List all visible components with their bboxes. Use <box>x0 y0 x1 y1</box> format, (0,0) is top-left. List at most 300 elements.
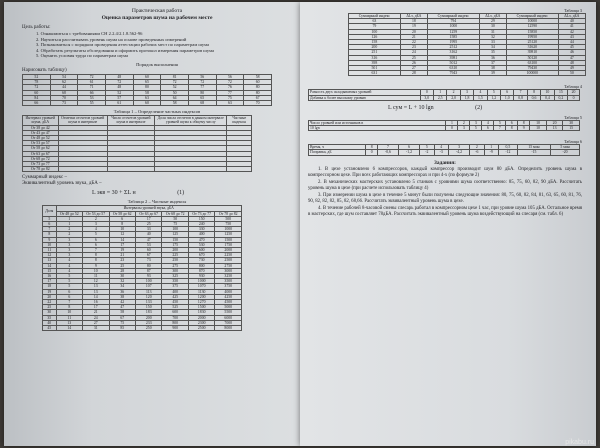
table-cell: 330 <box>188 227 214 232</box>
table2 <box>42 205 242 331</box>
table-cell: 70 <box>50 95 78 100</box>
table-cell: 8 <box>506 126 518 131</box>
table-cell: -2 <box>420 150 434 155</box>
table-cell: 47 <box>109 305 135 310</box>
table-cell: 55 <box>78 100 106 105</box>
table-cell: 50 <box>558 71 585 76</box>
table-cell: 84 <box>23 95 51 100</box>
row-label: Время, ч <box>309 145 366 150</box>
table-cell: 3750 <box>215 284 242 289</box>
table-cell: 5 <box>56 279 82 284</box>
table-cell: 2500 <box>188 326 214 331</box>
table-cell: 48 <box>105 85 133 90</box>
table-cell: 930 <box>188 274 214 279</box>
table-cell: 6000 <box>215 315 242 320</box>
table-cell: 61 <box>78 80 106 85</box>
table-cell: 2,5 <box>433 95 446 100</box>
table-cell: 40 <box>136 232 162 237</box>
table-cell: 2300 <box>188 320 214 325</box>
column-header: От 78 до 82 <box>215 211 242 216</box>
table-cell: 8 <box>366 145 377 150</box>
table-cell: 8 <box>83 258 109 263</box>
table-cell <box>58 167 107 172</box>
table-cell: 750 <box>215 222 242 227</box>
table-cell: 58 <box>133 90 161 95</box>
table-cell: 0 <box>366 150 377 155</box>
table-cell <box>107 167 154 172</box>
column-header: От 58 до 62 <box>109 211 135 216</box>
table4 <box>308 89 580 100</box>
table6-caption: Таблица 6 <box>564 139 582 145</box>
table-cell: 14 <box>56 326 82 331</box>
table-cell: От 48 до 52 <box>23 136 59 141</box>
table-cell: 73 <box>50 100 78 105</box>
table-cell: 100 <box>136 279 162 284</box>
table-cell: 67 <box>109 315 135 320</box>
table-cell: 63 <box>349 19 401 24</box>
table-cell: 3981 <box>427 55 479 60</box>
table-cell: 42 <box>558 29 585 34</box>
table-cell: 1070 <box>188 284 214 289</box>
table-cell: 25120 <box>506 40 558 45</box>
table-cell: 36 <box>109 289 135 294</box>
table-cell: 870 <box>188 268 214 273</box>
table-row <box>349 71 586 76</box>
table-cell: 3 <box>83 222 109 227</box>
table-cell: 35 <box>43 315 57 320</box>
goal-item: 5. Оценить условия труда по параметрам шума <box>36 53 129 59</box>
task-item: 1. В цехе установлено 6 компрессоров, каждый компрессор производит шум 80 дБА. Определить уровень шума в компрессорном цехе. При всех работающих компрессорах и при 4-х (по формуле 2) <box>308 166 582 178</box>
table-cell: 15 <box>563 126 580 131</box>
table-cell: 45 <box>43 326 57 331</box>
table-cell: 1830 <box>188 310 214 315</box>
table-cell: 400 <box>188 232 214 237</box>
table-cell: 68 <box>50 90 78 95</box>
column-header: Число отсчетов уровней шума в интервале <box>107 116 154 125</box>
table-cell: 300 <box>162 268 188 273</box>
column-header: Доля числа отсчетов в данном интервале уровней шума к общему числу <box>155 116 227 125</box>
table-cell: 11 <box>56 315 82 320</box>
table-cell: 20 <box>546 120 563 125</box>
table-cell: 13 <box>83 289 109 294</box>
table-cell: 50 <box>162 216 188 221</box>
equiv-label: Эквивалентный уровень звука, дБА – <box>22 181 102 187</box>
table-cell: 79430 <box>506 66 558 71</box>
table-cell: 233 <box>136 320 162 325</box>
table-cell: 18 <box>43 284 57 289</box>
table-cell: 0,8 <box>514 95 527 100</box>
sum-label: Суммарный индекс – <box>22 175 68 181</box>
table-cell: 6 <box>56 289 82 294</box>
table-cell: 34 <box>109 284 135 289</box>
table-cell: 2500 <box>215 258 242 263</box>
table-cell: 107 <box>136 284 162 289</box>
table-cell: 42 <box>109 300 135 305</box>
table-cell: 54 <box>50 74 78 79</box>
table-cell: От 58 до 62 <box>23 146 59 151</box>
table-cell: 67 <box>136 253 162 258</box>
right-page <box>300 2 596 446</box>
table-cell: 1995 <box>427 40 479 45</box>
table-cell: 2 <box>470 145 484 150</box>
table-cell: 25 <box>43 305 57 310</box>
table-cell: 900 <box>162 326 188 331</box>
table-row <box>23 100 272 105</box>
table-cell: 15 <box>554 90 567 95</box>
table-cell: 28 <box>400 71 427 76</box>
table-cell: 800 <box>188 263 214 268</box>
table3 <box>348 13 586 76</box>
table-cell: 183 <box>136 310 162 315</box>
table-cell: 70 <box>244 100 272 105</box>
table-cell: 15850 <box>506 29 558 34</box>
table-cell: 50120 <box>506 55 558 60</box>
column-header: ΔLэ, дБА <box>558 14 585 19</box>
column-header: Частные индексы <box>227 116 252 125</box>
table-cell: 80 <box>244 85 272 90</box>
table-cell: 19 <box>43 289 57 294</box>
table-cell: 6 <box>482 126 494 131</box>
table-cell: 1500 <box>188 305 214 310</box>
table-cell: 2750 <box>215 263 242 268</box>
column-header: Суммарный индекс <box>427 14 479 19</box>
table-cell: 80 <box>188 90 216 95</box>
table-cell: 17 <box>83 305 109 310</box>
table-cell: 87 <box>136 268 162 273</box>
table-cell: 1 <box>484 145 498 150</box>
table-cell: 78 <box>23 80 51 85</box>
table-cell: 12 <box>43 253 57 258</box>
table-cell: 43 <box>558 34 585 39</box>
formula-1: L экв = 30 + ΣL н (1) <box>92 190 185 197</box>
table-cell: 126 <box>349 34 401 39</box>
table-cell: 4 <box>482 120 494 125</box>
table-cell: 56 <box>216 74 244 79</box>
goal-item: 2. Научиться рассчитывать уровень шума на основе проведенных измерений <box>36 36 187 42</box>
measure-label: Нарисовать таблицу) <box>22 67 67 73</box>
table-cell: 0 <box>446 126 458 131</box>
table-cell: 7 <box>377 145 398 150</box>
table-cell: 16 <box>83 300 109 305</box>
table-cell: 80 <box>136 263 162 268</box>
table-cell: 4250 <box>215 294 242 299</box>
table-cell: 3 <box>458 126 470 131</box>
table-cell: 21 <box>400 34 427 39</box>
table-cell: 60 <box>133 74 161 79</box>
table-cell: 5 <box>487 90 500 95</box>
formula-2: L сум = L + 10 lgn (2) <box>388 104 483 111</box>
table-cell: 794 <box>427 19 479 24</box>
table1-caption: Таблица 1 – Определение частных индексов <box>113 109 201 115</box>
table-cell: 8 <box>56 305 82 310</box>
table-cell: 325 <box>162 274 188 279</box>
table-cell: 600 <box>162 310 188 315</box>
table-cell: 113 <box>136 289 162 294</box>
table-cell: -0,6 <box>377 150 398 155</box>
column-header: Суммарный индекс <box>349 14 401 19</box>
table-cell: 3 <box>56 253 82 258</box>
table-cell: 3000 <box>215 268 242 273</box>
table-cell: 18 <box>400 19 427 24</box>
table-cell: 35 <box>479 50 506 55</box>
table-cell: 31620 <box>506 45 558 50</box>
table5-caption: Таблица 5 <box>564 114 582 120</box>
table-cell: 12590 <box>506 24 558 29</box>
goal-item: 1. Ознакомиться с требованиями СН 2.2.4/2.1.8.562-96 <box>36 31 143 36</box>
table-cell: 14 <box>83 294 109 299</box>
table-cell: 36 <box>479 55 506 60</box>
row-label: Поправка, дБ <box>309 150 366 155</box>
table-cell: 63 <box>133 95 161 100</box>
table-cell: 4 <box>474 90 487 95</box>
table-cell: 30 <box>109 274 135 279</box>
table-cell: 72 <box>78 74 106 79</box>
table-cell: 2 <box>458 120 470 125</box>
column-header: Интервал уровней шума, дБА <box>23 116 59 125</box>
table-cell: 5 мин <box>551 145 580 150</box>
table3-caption: Таблица 3 <box>564 8 582 13</box>
table2-caption: Таблица 2 – Частные индексы <box>127 199 187 205</box>
column-header: ΔLэ, дБА <box>479 14 506 19</box>
table-cell: 30 <box>479 24 506 29</box>
table-cell: 58 <box>161 100 189 105</box>
table1 <box>22 115 252 172</box>
table-cell: 501 <box>349 66 401 71</box>
table-cell: 631 <box>349 71 401 76</box>
table-cell: 60 <box>133 100 161 105</box>
table-row <box>309 150 580 155</box>
table-cell: 5 <box>83 232 109 237</box>
table-cell: 50 <box>161 90 189 95</box>
table-cell: 2 <box>447 90 460 95</box>
table-cell: 3 <box>470 120 482 125</box>
table-cell: 0,5 <box>498 145 517 150</box>
table-cell: 1,5 <box>474 95 487 100</box>
table-cell: 10000 <box>506 19 558 24</box>
table-cell: 81 <box>161 74 189 79</box>
table-cell: 525 <box>162 305 188 310</box>
table-cell: 5 <box>470 126 482 131</box>
left-page <box>4 2 300 446</box>
table-cell: 470 <box>188 237 214 242</box>
tasks-title: Задания: <box>434 159 456 166</box>
table-cell: 53 <box>78 95 106 100</box>
table-cell: 200 <box>349 45 401 50</box>
goals-header: Цель работы: <box>22 25 51 30</box>
table-cell: 19 <box>109 248 135 253</box>
table-cell: 1,8 <box>460 95 473 100</box>
table-cell: 19 <box>400 24 427 29</box>
table-cell: 52 <box>105 90 133 95</box>
column-header: От 48 до 52 <box>56 211 82 216</box>
table-cell: От 63 до 67 <box>23 151 59 156</box>
table-cell: -6 <box>470 150 484 155</box>
table-cell: 33 <box>479 40 506 45</box>
table-cell: 1200 <box>188 294 214 299</box>
table-cell: 72 <box>161 80 189 85</box>
table-cell: -1,2 <box>399 150 420 155</box>
table-cell: 2512 <box>427 45 479 50</box>
table-cell: 37 <box>479 60 506 65</box>
table-cell: -15 <box>517 150 550 155</box>
column-header: От 53 до 57 <box>83 211 109 216</box>
table-cell: 47 <box>136 237 162 242</box>
table-cell: 100 <box>162 227 188 232</box>
table-cell: 8 <box>43 232 57 237</box>
table-cell: 0 <box>568 95 580 100</box>
table-cell: 530 <box>188 242 214 247</box>
procedure-header: Порядок выполнения <box>136 61 178 67</box>
table-cell: 7000 <box>215 320 242 325</box>
table-cell: 71 <box>78 85 106 90</box>
table-cell: 2000 <box>215 248 242 253</box>
table-cell: 9 <box>518 126 530 131</box>
table-cell: 25 <box>136 222 162 227</box>
table-cell: 240 <box>188 222 214 227</box>
table-cell: 13 <box>83 284 109 289</box>
table-cell: 250 <box>162 258 188 263</box>
table-cell: 251 <box>349 50 401 55</box>
table-cell: 125 <box>162 232 188 237</box>
table-cell: 33 <box>136 227 162 232</box>
table-cell: 1,0 <box>501 95 514 100</box>
table-cell: 68 <box>188 100 216 105</box>
table-cell: 17 <box>43 279 57 284</box>
table-cell: 13 <box>546 126 563 131</box>
table-cell: 10 <box>83 268 109 273</box>
table-cell: 93 <box>136 274 162 279</box>
table-cell: 11 <box>43 248 57 253</box>
table-cell: 120 <box>136 294 162 299</box>
table-cell: 15 <box>43 268 57 273</box>
table-row <box>23 167 252 172</box>
table-cell: 700 <box>162 315 188 320</box>
table-cell: 150 <box>188 216 214 221</box>
table-cell: 730 <box>188 258 214 263</box>
table-cell: 56 <box>188 74 216 79</box>
table-cell: -12 <box>498 150 517 155</box>
table-cell: 3 <box>56 237 82 242</box>
table-cell: 4500 <box>215 300 242 305</box>
table-cell: 22 <box>400 40 427 45</box>
table-cell: 316 <box>349 55 401 60</box>
table-cell: 8 <box>109 222 135 227</box>
table-cell: 57 <box>105 95 133 100</box>
table-cell: 58 <box>244 74 272 79</box>
table-cell: 5500 <box>215 310 242 315</box>
table-cell: 100000 <box>506 71 558 76</box>
table-cell: 24 <box>83 315 109 320</box>
table-cell: 20 <box>400 29 427 34</box>
table-cell: 9 <box>83 263 109 268</box>
table-cell: 30 <box>43 310 57 315</box>
table-cell: 38 <box>479 66 506 71</box>
table-cell: 7 <box>494 126 506 131</box>
table-cell: 38 <box>109 294 135 299</box>
table-cell: 66 <box>78 90 106 95</box>
table-cell: 25 <box>109 263 135 268</box>
table-row <box>309 126 580 131</box>
table-cell: 75 <box>109 320 135 325</box>
table-cell: От 38 до 42 <box>23 125 59 130</box>
table-cell: 2,0 <box>447 95 460 100</box>
table-cell: 12 <box>83 279 109 284</box>
table-cell: 5 <box>494 120 506 125</box>
table-cell: 350 <box>162 279 188 284</box>
table-cell: 6 <box>109 216 135 221</box>
table-cell: 1,2 <box>487 95 500 100</box>
table-cell: 1130 <box>188 289 214 294</box>
table-cell: 1000 <box>215 227 242 232</box>
table-cell: 10 <box>541 90 554 95</box>
table-cell: 150 <box>162 237 188 242</box>
table-cell: 75 <box>162 222 188 227</box>
table-cell: 10 <box>530 120 547 125</box>
table-cell: 200 <box>162 248 188 253</box>
table-cell: 14 <box>109 237 135 242</box>
table-cell: 47 <box>558 55 585 60</box>
table-cell: 670 <box>188 253 214 258</box>
table-cell: 6 <box>399 145 420 150</box>
table-cell: 425 <box>162 294 188 299</box>
table-cell: 0,4 <box>541 95 554 100</box>
table-cell: 8000 <box>215 326 242 331</box>
table-cell: 65 <box>133 80 161 85</box>
table-cell: 5 <box>56 284 82 289</box>
table-cell: 41 <box>558 24 585 29</box>
table-cell: 49 <box>558 66 585 71</box>
table-cell: 2250 <box>215 253 242 258</box>
column-header: От 63 до 67 <box>136 211 162 216</box>
table-cell: 400 <box>162 289 188 294</box>
table-cell: 75 <box>216 95 244 100</box>
table-cell: 76 <box>216 85 244 90</box>
table-cell: 60 <box>136 248 162 253</box>
row-label: Добавка к более высокому уровню <box>309 95 421 100</box>
table-cell: 24 <box>400 50 427 55</box>
table4-caption: Таблица 4 <box>564 84 582 90</box>
table-cell: 72 <box>105 80 133 85</box>
table-cell: 72 <box>188 80 216 85</box>
column-header: ΔLэ, дБА <box>400 14 427 19</box>
table-cell: 85 <box>109 326 135 331</box>
table-cell: -4,2 <box>448 150 469 155</box>
table-cell: 8 <box>527 90 540 95</box>
table-cell: От 53 до 57 <box>23 141 59 146</box>
table-cell: 398 <box>349 60 401 65</box>
table-cell: 2 <box>83 216 109 221</box>
table-cell <box>227 167 252 172</box>
table-cell: 10 <box>530 126 547 131</box>
table-cell: 6 <box>83 237 109 242</box>
table-cell: 3 <box>56 248 82 253</box>
table-cell: 25 <box>400 55 427 60</box>
table-cell: 46 <box>558 50 585 55</box>
table-cell: 40 <box>558 19 585 24</box>
table-cell: 60 <box>244 80 272 85</box>
task-item: 3. При измерении шума в цехе в течение 5 минут были получены следующие значения: 80, 75, 60, 82, 84, 81, 63, 65, 60, 81, 76, 90, 82, 82, 82, 85, 82, 68,66. Рассчитать эквивалентный уровень шума в цехе. <box>308 192 582 204</box>
table-cell: 2 <box>56 227 82 232</box>
goal-item: 3. Познакомиться с порядком проведения аттестации рабочих мест по параметрам шума <box>36 42 210 48</box>
table-cell: 158 <box>349 40 401 45</box>
measure-table <box>22 74 272 106</box>
table-cell: 30 <box>563 120 580 125</box>
column-header: От 68 до 72 <box>162 211 188 216</box>
table-cell: 21 <box>109 253 135 258</box>
table-cell: 77 <box>188 85 216 90</box>
row-label: Разность двух складываемых уровней <box>309 90 421 95</box>
table-cell: 44 <box>558 40 585 45</box>
